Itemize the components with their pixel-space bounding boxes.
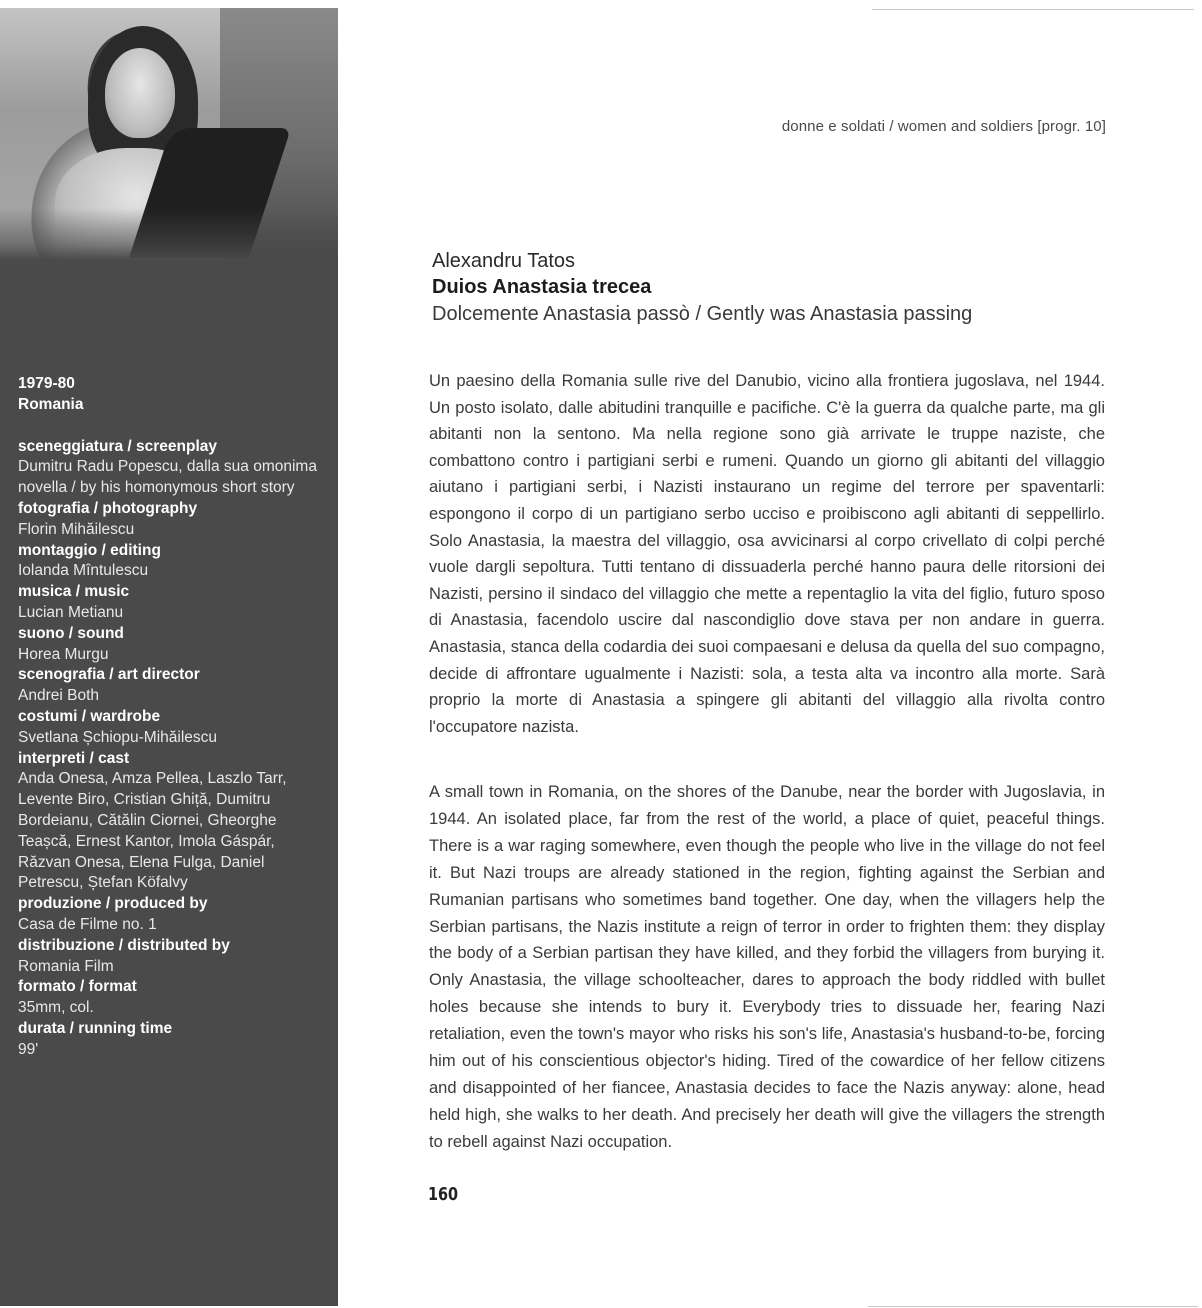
credit-label: fotografia / photography — [18, 499, 198, 517]
credits-list — [18, 374, 330, 1061]
credit-label: interpreti / cast — [18, 749, 130, 767]
credit-value: Casa de Filme no. 1 — [18, 915, 157, 933]
credit-label: durata / running time — [18, 1019, 173, 1037]
credit-value: 35mm, col. — [18, 999, 94, 1017]
film-still-photo — [0, 8, 338, 260]
synopsis-italian: Un paesino della Romania sulle rive del Danubio, vicino alla frontiera jugoslava, nel 1944. Un posto isolato, dalle abitudini tranquille e pacifiche. C'è la guerra da qualche parte, ma gli abitanti non la sentono. Ma nella regione sono già arrivate le truppe naziste, che combattono contro i partigiani serbi e rumeni. Quando un giorno gli abitanti del villaggio aiutano i partigiani serbi, i Nazisti instaurano un regime del terrore per spaventarli: espongono il corpo di un partigiano serbo ucciso e proibiscono agli abitanti di seppellirlo. Solo Anastasia, la maestra del villaggio, osa avvicinarsi al corpo crivellato di colpi perché vuole dargli sepoltura. Tutti tentano di dissuaderla perché hanno paura delle ritorsioni dei Nazisti, persino il sindaco del villaggio che mette a repentaglio la vita del figlio, futuro sposo di Anastasia, facendolo uscire dal nascondiglio dove stava per non andare in guerra. Anastasia, stanca della codardia dei suoi compaesani e delusa da quella del suo compagno, decide di affrontare ugualmente i Nazisti: sola, a testa alta va incontro alla morte. Sarà proprio la morte di Anastasia a spingere gli abitanti del villaggio alla rivolta contro l'occupatore nazista. — [429, 372, 1105, 736]
credit-value: Horea Murgu — [18, 645, 109, 663]
credit-value: 99' — [18, 1040, 39, 1058]
production-year: 1979-80 — [18, 375, 75, 392]
production-country: Romania — [18, 395, 84, 413]
credit-value: Svetlana Șchiopu-Mihăilescu — [18, 728, 218, 746]
credit-label: costumi / wardrobe — [18, 707, 161, 725]
credit-value: Andrei Both — [18, 687, 99, 705]
credit-label: sceneggiatura / screenplay — [18, 437, 218, 455]
film-title-translations: Dolcemente Anastasia passò / Gently was Anastasia passing — [432, 303, 973, 325]
credit-value: Iolanda Mîntulescu — [18, 562, 149, 580]
credit-value: Dumitru Radu Popescu, dalla sua omonima novella / by his homonymous short story — [18, 458, 317, 497]
page-number: 160 — [428, 1184, 459, 1205]
credits-sidebar — [0, 8, 338, 1306]
credit-label: scenografia / art director — [18, 666, 200, 684]
section-label: donne e soldati / women and soldiers [progr. 10] — [781, 118, 1106, 135]
film-title-original: Duios Anastasia trecea — [432, 276, 652, 298]
credit-value: Romania Film — [18, 957, 114, 975]
top-rule — [872, 9, 1194, 10]
credit-label: montaggio / editing — [18, 541, 161, 559]
credit-label: produzione / produced by — [18, 895, 208, 913]
credit-label: musica / music — [18, 583, 130, 601]
credit-value: Anda Onesa, Amza Pellea, Laszlo Tarr, Levente Biro, Cristian Ghiță, Dumitru Bordeianu, Cătălin Ciornei, Gheorghe Teașcă, Ernest Kantor, Imola Gáspár, Răzvan Onesa, Elena Fulga, Daniel Petrescu, Ștefan Köfalvy — [18, 770, 287, 892]
synopsis-english: A small town in Romania, on the shores of the Danube, near the border with Jugoslavia, in 1944. An isolated place, far from the rest of the world, a place of quiet, peaceful things. There is a war raging somewhere, even though the people who live in the village do not feel it. But Nazi troups are already stationed in the region, fighting against the Serbian and Rumanian partisans who sometimes band together. One day, when the villagers help the Serbian partisans, the Nazis institute a reign of terror in order to frighten them: they display the body of a Serbian partisan they have killed, and they forbid the villagers from burying it. Only Anastasia, the village schoolteacher, dares to approach the body riddled with bullet holes because she intends to bury it. Everybody tries to dissuade her, fearing Nazi retaliation, even the town's mayor who risks his son's life, Anastasia's husband-to-be, forcing him out of his conscientious objector's hiding. Tired of the cowardice of her fellow citizens and disappointed of her fiancee, Anastasia decides to face the Nazis anyway: alone, head held high, she walks to her death. And precisely her death will give the villagers the strength to rebell against Nazi occupation. — [429, 783, 1105, 1151]
bottom-rule — [868, 1306, 1198, 1307]
credit-label: formato / format — [18, 978, 137, 996]
director-name: Alexandru Tatos — [432, 250, 576, 272]
credit-value: Florin Mihăilescu — [18, 520, 135, 538]
credit-label: suono / sound — [18, 624, 124, 642]
credit-value: Lucian Metianu — [18, 603, 124, 621]
credit-label: distribuzione / distributed by — [18, 936, 230, 954]
